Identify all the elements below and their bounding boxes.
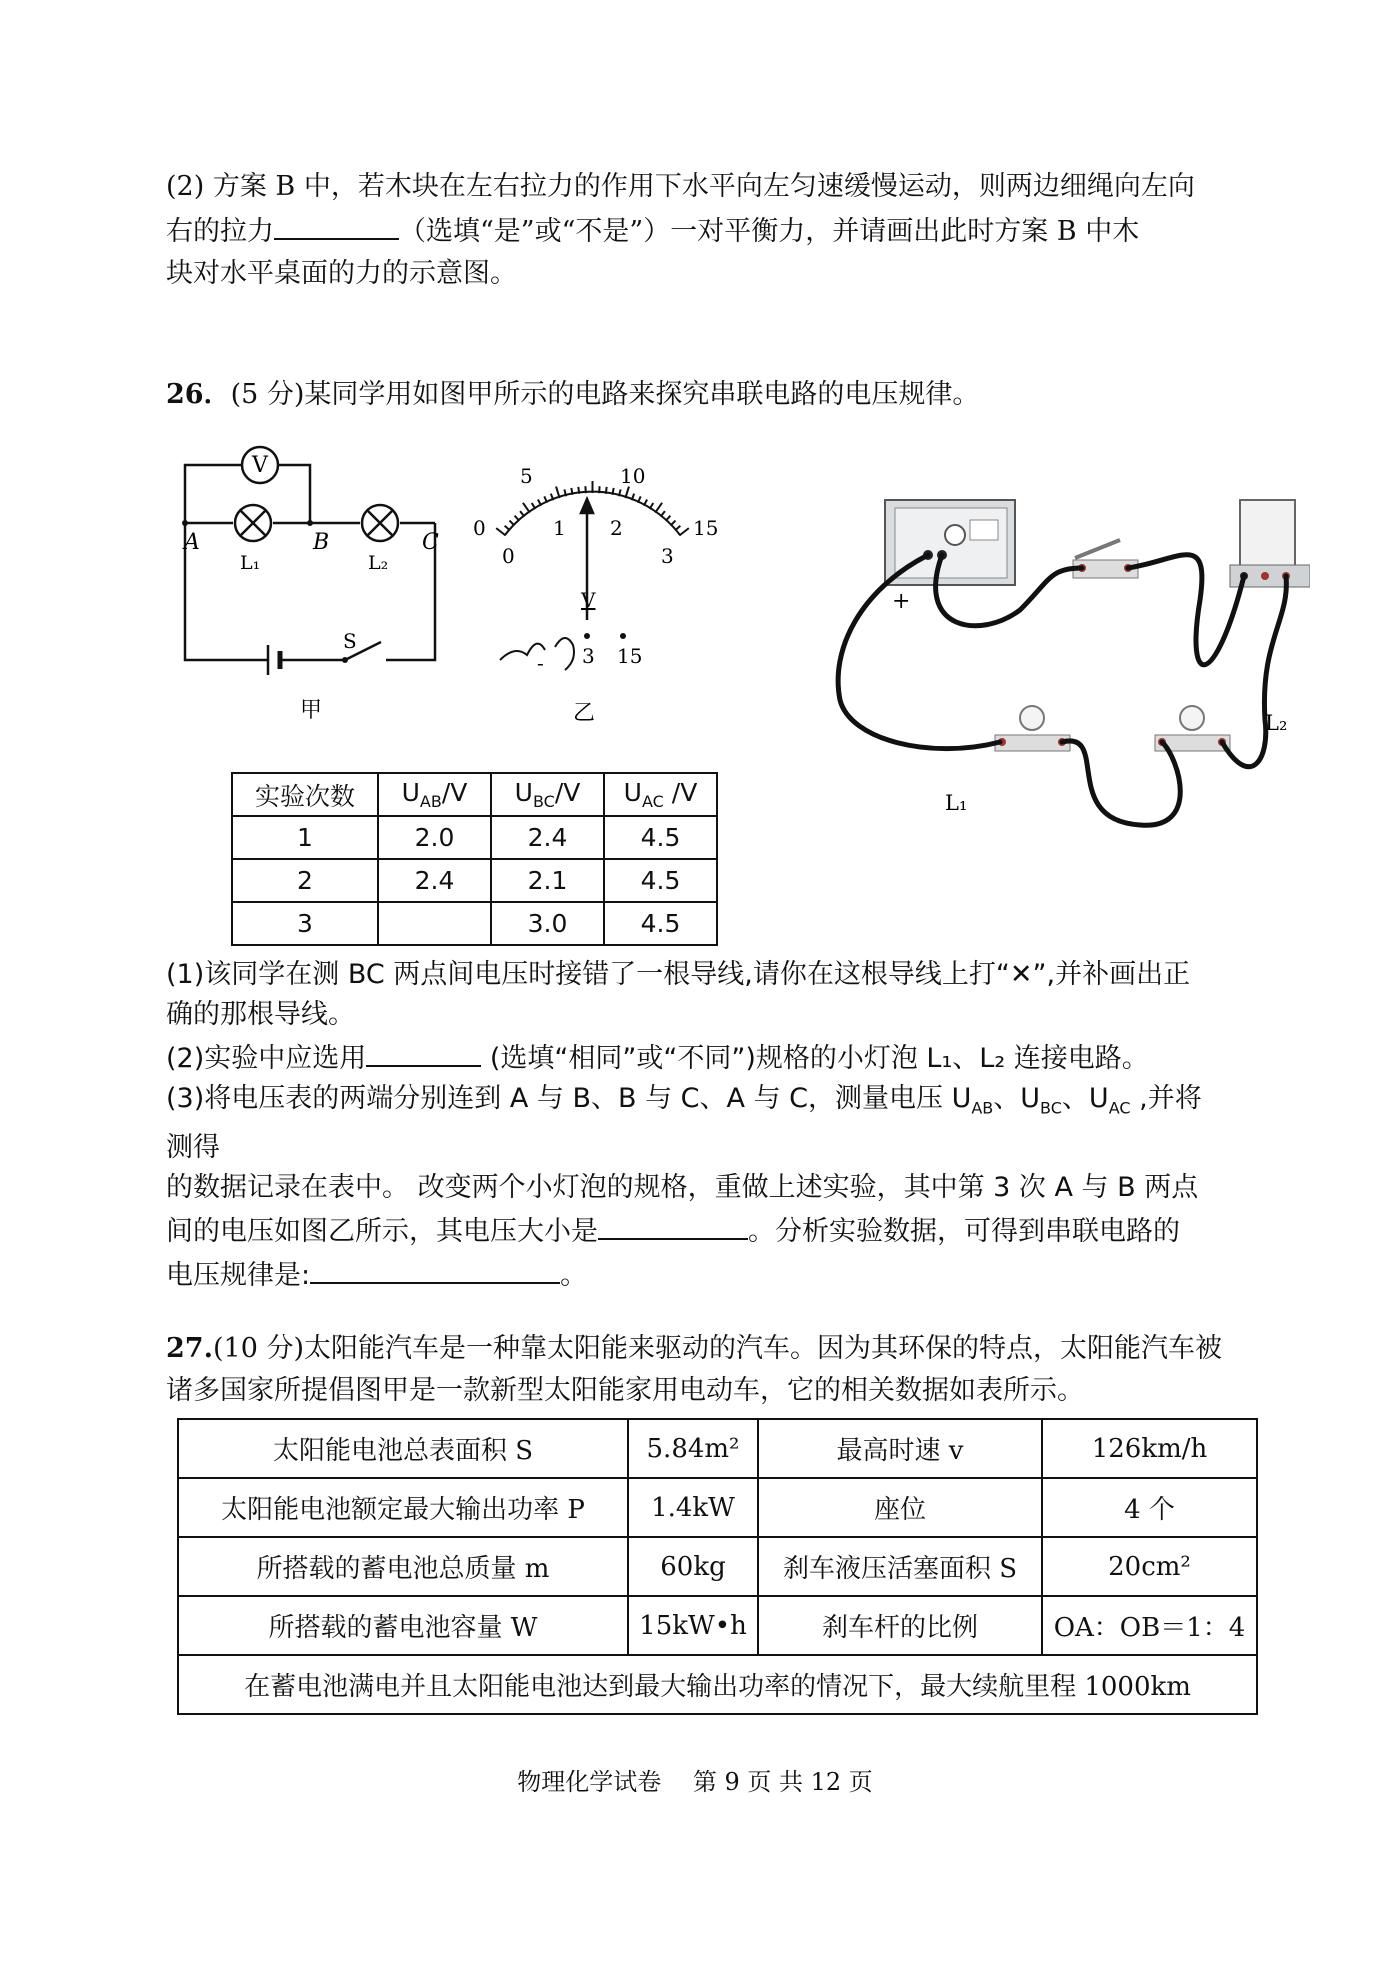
gauge-tick [679,528,688,535]
q26-sub3-text-a: (3)将电压表的两端分别连到 A 与 B、B 与 C、A 与 C，测量电压 U [166,1083,972,1114]
cell: 刹车杆的比例 [758,1596,1042,1655]
table-row [178,1537,1257,1596]
page-footer: 物理化学试卷 第 9 页 共 12 页 [517,1768,873,1796]
upper-scale-5: 5 [520,464,533,488]
table-header-row [232,773,717,816]
q27-stem-line2: 诸多国家所提倡图甲是一款新型太阳能家用电动车，它的相关数据如表所示。 [166,1375,1084,1406]
gauge-tick [606,487,607,494]
q25-part2-text-b: （选填“是”或“不是”）一对平衡力，并请画出此时方案 B 中木 [399,216,1140,247]
q26-sub1-line2: 确的那根导线。 [166,999,355,1030]
cell: 4 个 [1042,1478,1257,1537]
header-uac: $U_{AC}$ /V [604,773,717,816]
cell: 15kW•h [628,1596,758,1655]
cell: 2 [232,859,378,902]
point-a-label: A [184,530,200,555]
answer-blank-rule[interactable] [310,1252,560,1284]
q26-sub3-line3 [166,1208,1226,1252]
q26-sub1-line1: (1)该同学在测 BC 两点间电压时接错了一根导线,请你在这根导线上打“✕”,并补画出正 [166,959,1191,990]
gauge-tick [523,503,530,513]
q26-sub3-line4 [166,1252,1226,1296]
voltmeter-label: V [252,453,268,478]
terminal-minus: - [537,651,544,675]
q26-sub3-text-f: 。 [560,1260,588,1292]
q26-sub3-text-c: 间的电压如图乙所示，其电压大小是 [166,1216,598,1248]
lower-scale-3: 3 [661,544,674,568]
upper-scale-0: 0 [473,516,486,540]
plus-sign: + [892,589,911,614]
q26-stem-text: (5 分)某同学用如图甲所示的电路来探究串联电路的电压规律。 [230,379,980,410]
terminal-3: 3 [582,644,595,668]
table-row [232,859,717,902]
lower-scale-2: 2 [610,516,623,540]
gauge-tick [505,526,510,531]
circuit-photo [820,490,1310,850]
photo-l1-label: L₁ [945,791,968,815]
upper-scale-15: 15 [693,516,719,540]
cell: 126km/h [1042,1419,1257,1478]
voltmeter-gauge-yi [465,455,730,735]
point-c-label: C [422,530,439,555]
lower-scale-1: 1 [553,516,566,540]
table-row [178,1596,1257,1655]
gauge-tick [666,516,671,521]
terminal-15: 15 [617,644,643,668]
q27-number: 27. [166,1333,213,1364]
cell: 3.0 [491,902,604,945]
cell: 刹车液压活塞面积 S [758,1537,1042,1596]
cell: 座位 [758,1478,1042,1537]
gauge-tick [671,521,676,526]
header-ubc: $U_{BC}/V$ [491,773,604,816]
cell: OA：OB＝1：4 [1042,1596,1257,1655]
cell: 所搭载的蓄电池总质量 m [178,1537,628,1596]
cell: 1 [232,816,378,859]
q26-sub2 [166,1035,1226,1079]
answer-blank-voltage[interactable] [598,1208,748,1240]
cell: 所搭载的蓄电池容量 W [178,1596,628,1655]
cell: 2.4 [378,859,491,902]
cell: 60kg [628,1537,758,1596]
gauge-tick [655,503,662,513]
gauge-unit-label: V [581,588,596,612]
cell[interactable] [378,902,491,945]
cell: 太阳能电池总表面积 S [178,1419,628,1478]
cell: 2.4 [491,816,604,859]
q27-stem-line1 [166,1328,1226,1370]
table-row [178,1419,1257,1478]
cell: 4.5 [604,816,717,859]
gauge-tick [515,516,520,521]
q25-part2-line1: (2) 方案 B 中，若木块在左右拉力的作用下水平向左匀速缓慢运动，则两边细绳向左向 [166,171,1195,202]
gauge-tick [496,528,505,535]
q26-sub2-text-a: (2)实验中应选用 [166,1043,367,1074]
cell: 3 [232,902,378,945]
header-uab: $U_{AB}/V$ [378,773,491,816]
gauge-tick [612,488,613,495]
answer-blank-lamp-spec[interactable] [366,1035,481,1067]
q26-number: 26． [166,379,231,410]
lamp-l1-label: L₁ [240,552,261,574]
photo-l2-label: L₂ [1265,711,1288,735]
cell: 5.84m² [628,1419,758,1478]
switch-image [1073,540,1138,578]
header-trial: 实验次数 [232,773,378,816]
table-row [178,1478,1257,1537]
gauge-tick [578,487,579,494]
cell: 太阳能电池额定最大输出功率 P [178,1478,628,1537]
q26-stem [166,374,1226,416]
lamp-l1-image [995,706,1070,751]
q26-sub3-text-e: 电压规律是: [166,1260,311,1292]
q26-data-table [231,772,718,946]
table-footer-row [178,1655,1257,1714]
power-supply-image [885,500,1015,585]
q26-sub3-text-d: 。分析实验数据，可得到串联电路的 [748,1216,1180,1248]
q27-stem-text1: (10 分)太阳能汽车是一种靠太阳能来驱动的汽车。因为其环保的特点，太阳能汽车被 [212,1333,1222,1364]
circuit-diagram-jia [165,435,465,730]
voltmeter-image [1230,500,1310,587]
q27-spec-table [177,1418,1258,1715]
cell: 最高时速 v [758,1419,1042,1478]
figure-jia-caption: 甲 [300,698,323,723]
upper-scale-10: 10 [620,464,646,488]
figure-yi-caption: 乙 [573,701,596,726]
lower-scale-0: 0 [502,544,515,568]
q25-part2-text-a: 右的拉力 [166,216,274,247]
gauge-tick [675,526,680,531]
switch-label: S [343,629,357,653]
q25-part2-line2 [166,208,1226,253]
answer-blank-balance[interactable] [274,208,399,240]
q25-part2-line3: 块对水平桌面的力的示意图。 [166,258,517,289]
gauge-tick [571,488,572,495]
q27-stem [166,1328,1226,1412]
cell: 20cm² [1042,1537,1257,1596]
cell: 2.0 [378,816,491,859]
battery-symbol [268,645,280,675]
lamp-l2-label: L₂ [368,552,389,574]
cell: 4.5 [604,859,717,902]
cell: 4.5 [604,902,717,945]
q26-subquestions [166,955,1226,1296]
point-b-label: B [313,530,330,555]
cell: 在蓄电池满电并且太阳能电池达到最大输出功率的情况下，最大续航里程 1000km [178,1655,1257,1714]
q25-part2 [166,166,1226,295]
cell: 2.1 [491,859,604,902]
q26-sub2-text-b: (选填“相同”或“不同”)规格的小灯泡 L₁、L₂ 连接电路。 [481,1043,1149,1074]
table-row [232,816,717,859]
q26-sub3-line1: (3)将电压表的两端分别连到 A 与 B、B 与 C、A 与 C，测量电压 $U_{AB}$、$U_{BC}$、$U_{AC}$ ,并将测得 [166,1083,1202,1164]
table-row [232,902,717,945]
cell: 1.4kW [628,1478,758,1537]
q26-sub3-line2: 的数据记录在表中。 改变两个小灯泡的规格，重做上述实验，其中第 3 次 A 与 B 两点 [166,1172,1199,1204]
gauge-tick [509,521,514,526]
